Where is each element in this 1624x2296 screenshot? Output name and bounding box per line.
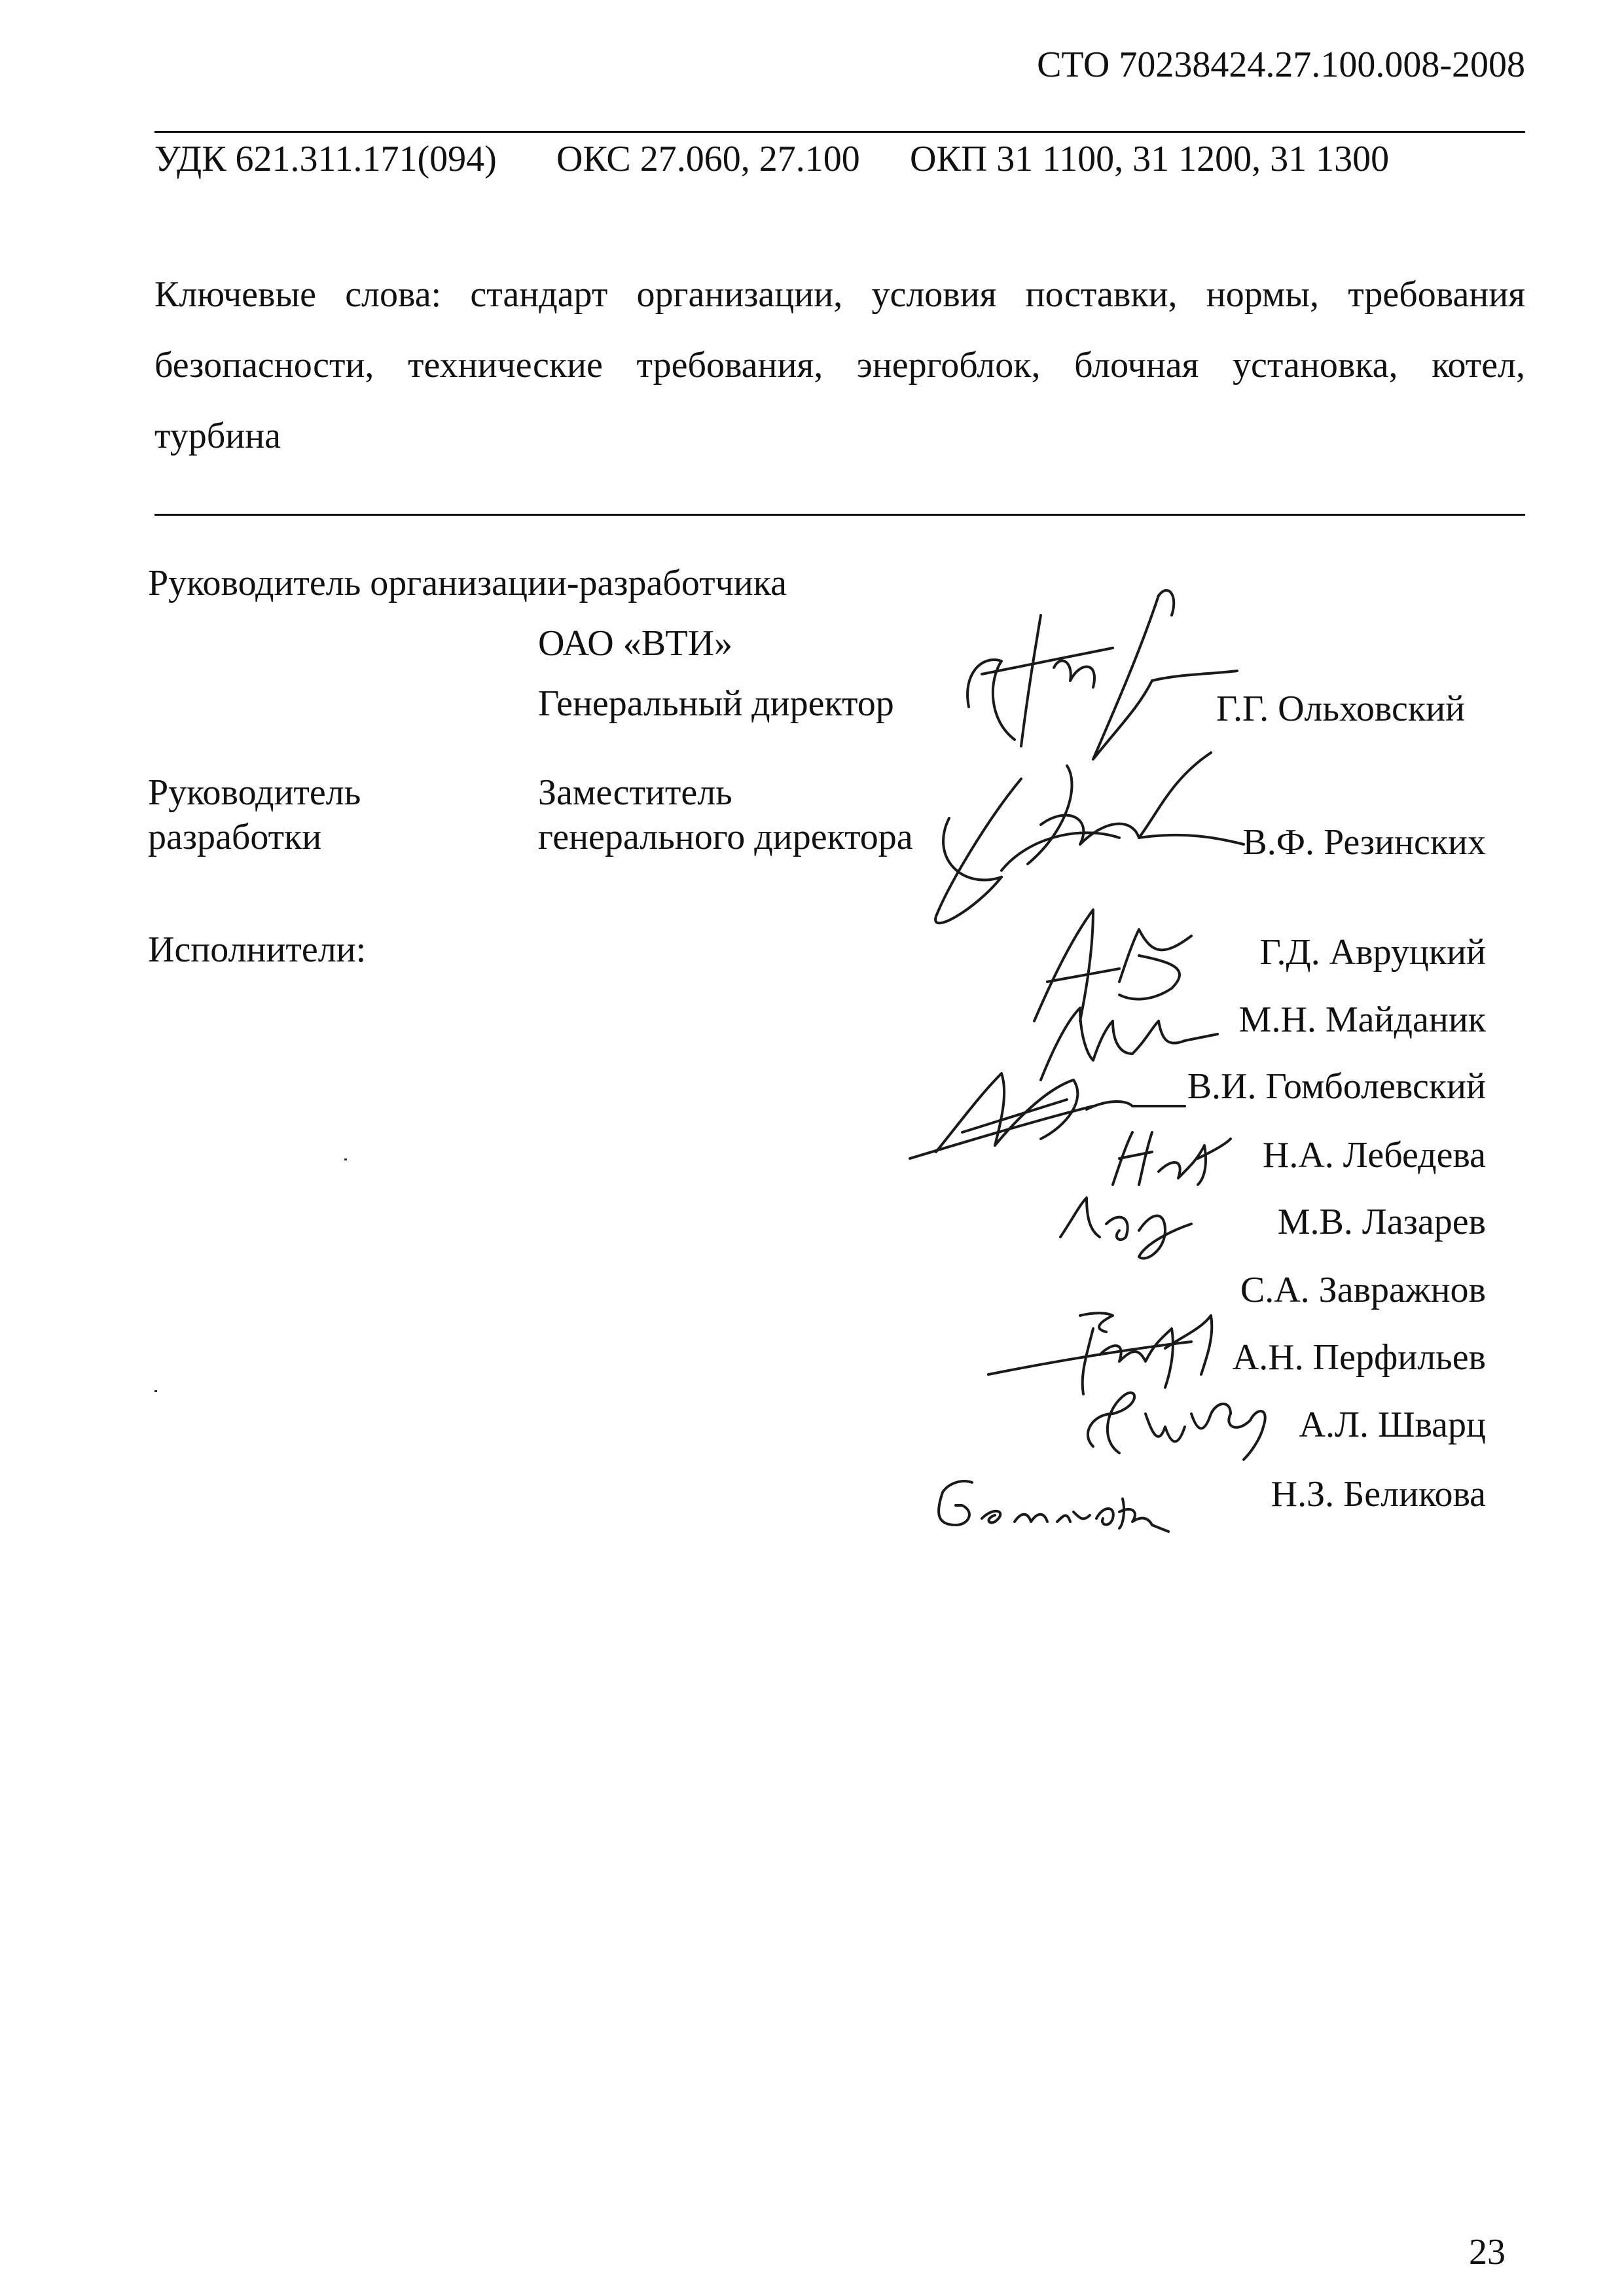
performer-avrutsky: Г.Д. Авруцкий	[1259, 932, 1486, 973]
dev-head-label-1: Руководитель	[148, 772, 361, 813]
org-name: ОАО «ВТИ»	[538, 623, 733, 664]
performer-lebedeva: Н.А. Лебедева	[1262, 1135, 1486, 1175]
okp-code: ОКП 31 1100, 31 1200, 31 1300	[910, 139, 1390, 179]
performer-lazarev: М.В. Лазарев	[1277, 1202, 1486, 1242]
scan-speck	[154, 1390, 157, 1392]
oks-code: ОКС 27.060, 27.100	[556, 139, 860, 179]
performer-perfilyev: А.Н. Перфильев	[1232, 1337, 1486, 1378]
keywords-line-3: турбина	[154, 416, 281, 456]
keywords-line-2: безопасности, технические требования, энергоблок, блочная установка, котел,	[154, 345, 1525, 386]
signature-shvarts	[1067, 1374, 1276, 1466]
keywords-line-1: Ключевые слова: стандарт организации, условия поставки, нормы, требования	[154, 274, 1525, 315]
head-org-label: Руководитель организации-разработчика	[148, 563, 787, 603]
performer-belikova: Н.З. Беликова	[1271, 1474, 1486, 1515]
gen-director-name: Г.Г. Ольховский	[1216, 689, 1466, 729]
performer-zavrazhnov: С.А. Завражнов	[1240, 1270, 1486, 1310]
signature-olkhovsky	[943, 576, 1244, 766]
performer-shvarts: А.Л. Шварц	[1299, 1405, 1486, 1445]
deputy-name: В.Ф. Резинских	[1242, 822, 1486, 863]
signature-lazarev	[1047, 1185, 1198, 1270]
deputy-title-2: генерального директора	[538, 817, 913, 857]
document-code: СТО 70238424.27.100.008-2008	[1037, 45, 1525, 85]
gen-director-title: Генеральный директор	[538, 683, 894, 724]
keywords-paragraph	[154, 259, 1525, 471]
dev-head-label-2: разработки	[148, 817, 322, 857]
performers-label: Исполнители:	[148, 929, 367, 970]
header-rule	[154, 131, 1525, 133]
page-number: 23	[1469, 2232, 1506, 2272]
udk-code: УДК 621.311.171(094)	[154, 139, 497, 179]
signature-lebedeva	[1100, 1119, 1237, 1191]
signature-belikova	[923, 1466, 1198, 1538]
deputy-title-1: Заместитель	[538, 772, 732, 813]
performer-maydanik: М.Н. Майданик	[1238, 999, 1486, 1040]
performer-gombolevsky: В.И. Гомболевский	[1187, 1066, 1486, 1107]
scan-speck	[344, 1158, 347, 1160]
section-rule	[154, 514, 1525, 516]
